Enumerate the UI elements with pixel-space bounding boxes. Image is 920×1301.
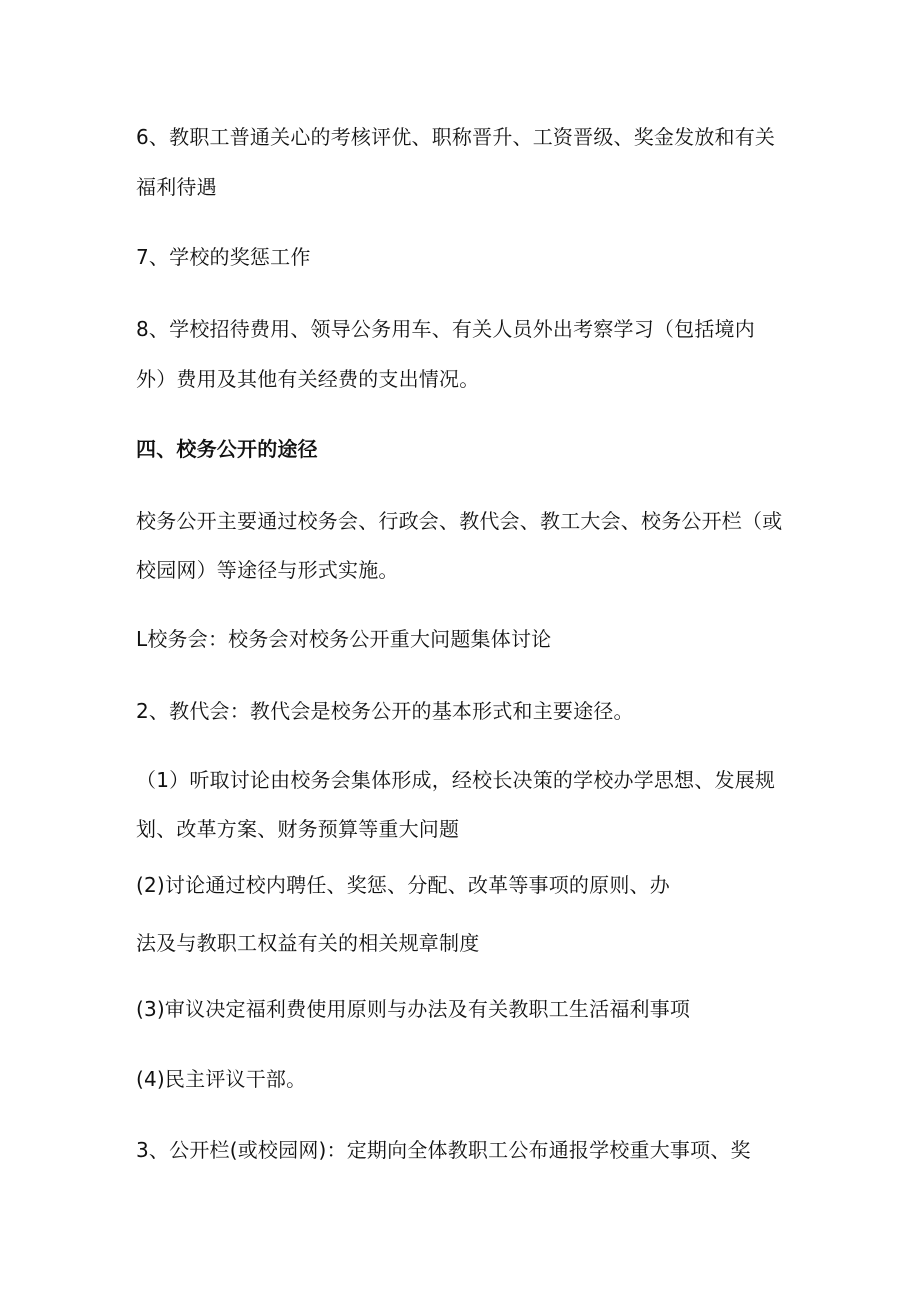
- item-8-line-1: 8、学校招待费用、领导公务用车、有关人员外出考察学习（包括境内: [136, 317, 755, 341]
- sub-item-4: (4)民主评议干部。: [136, 1067, 307, 1091]
- item-8-line-2: 外）费用及其他有关经费的支出情况。: [136, 367, 480, 391]
- item-7: 7、学校的奖惩工作: [136, 245, 311, 269]
- sub-item-2-line-1: (2)讨论通过校内聘任、奖惩、分配、改革等事项的原则、办: [136, 873, 670, 897]
- sub-item-1-line-1: （1）听取讨论由校务会集体形成，经校长决策的学校办学思想、发展规: [136, 768, 776, 792]
- point-1: L校务会：校务会对校务公开重大问题集体讨论: [136, 627, 552, 651]
- point-2: 2、教代会：教代会是校务公开的基本形式和主要途径。: [136, 699, 634, 723]
- intro-line-1: 校务公开主要通过校务会、行政会、教代会、教工大会、校务公开栏（或: [136, 509, 783, 533]
- point-3: 3、公开栏(或校园网)：定期向全体教职工公布通报学校重大事项、奖: [136, 1138, 751, 1162]
- intro-line-2: 校园网）等途径与形式实施。: [136, 558, 399, 582]
- item-6-line-1: 6、教职工普通关心的考核评优、职称晋升、工资晋级、奖金发放和有关: [136, 125, 776, 149]
- section-heading: 四、校务公开的途径: [136, 437, 318, 461]
- sub-item-1-line-2: 划、改革方案、财务预算等重大问题: [136, 817, 460, 841]
- sub-item-3: (3)审议决定福利费使用原则与办法及有关教职工生活福利事项: [136, 997, 691, 1021]
- sub-item-2-line-2: 法及与教职工权益有关的相关规章制度: [136, 931, 480, 955]
- item-6-line-2: 福利待遇: [136, 175, 217, 199]
